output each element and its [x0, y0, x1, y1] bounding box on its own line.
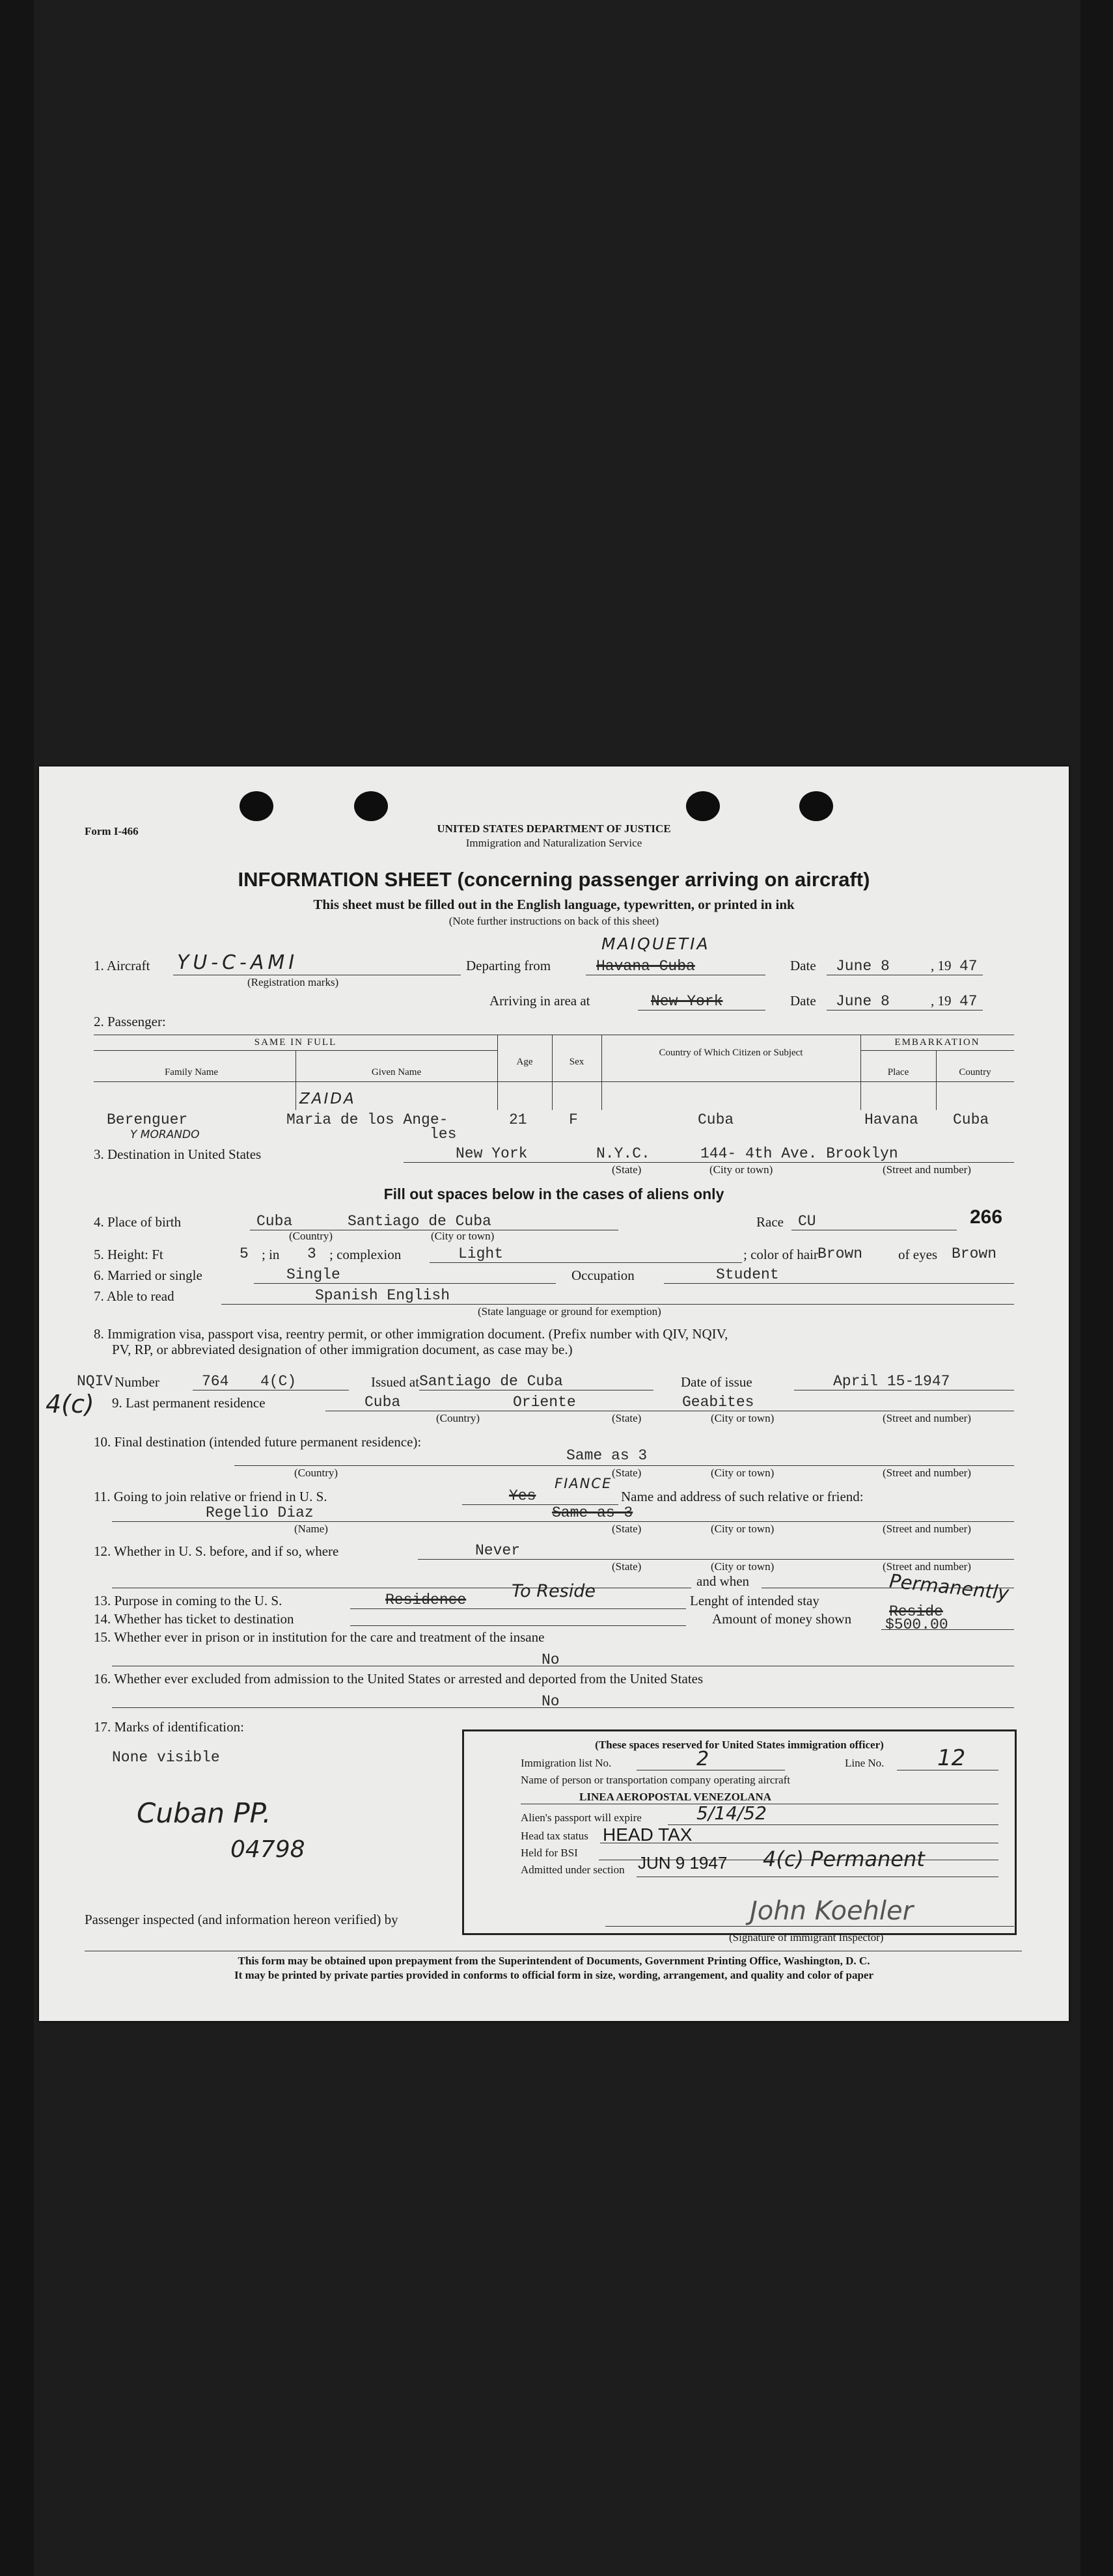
- line-value: 12: [937, 1745, 966, 1771]
- admitted-label: Admitted under section: [521, 1864, 625, 1876]
- departure-year: 47: [959, 958, 978, 975]
- punch-hole: [686, 791, 720, 821]
- passport-label: Alien's passport will expire: [521, 1811, 642, 1824]
- before-street-sub: (Street and number): [883, 1560, 971, 1573]
- footer-line-2: It may be printed by private parties provided in conforms to official form in size, wording, arrangement, and quality and color of paper: [234, 1969, 874, 1981]
- year2-prefix: , 19: [931, 993, 952, 1009]
- before-city-sub: (City or town): [711, 1560, 775, 1573]
- line-label: Line No.: [845, 1757, 885, 1769]
- stay-hand: Permanently: [888, 1569, 1010, 1605]
- visa-text-2: PV, RP, or abbreviated designation of other immigration document, as case may be.): [112, 1342, 573, 1357]
- departing-struck: Havana Cuba: [596, 958, 695, 975]
- given-name-hand: ZAIDA: [299, 1091, 356, 1107]
- money-label: Amount of money shown: [712, 1611, 852, 1627]
- excluded-value: No: [542, 1693, 560, 1710]
- information-sheet: [39, 766, 1069, 2021]
- form-note: (Note further instructions on back of this sheet): [448, 915, 659, 927]
- hair-label: ; color of hair: [743, 1247, 818, 1262]
- list-value: 2: [696, 1748, 709, 1770]
- departing-label: Departing from: [466, 958, 551, 973]
- eyes-value: Brown: [952, 1245, 997, 1262]
- read-label: 7. Able to read: [94, 1288, 174, 1304]
- aliens-heading: Fill out spaces below in the cases of aliens only: [383, 1186, 724, 1202]
- operator-value: LINEA AEROPOSTAL VENEZOLANA: [579, 1791, 772, 1803]
- destination-state-sub: (State): [612, 1163, 642, 1176]
- form-number: Form I-466: [85, 825, 139, 837]
- country-header: Country of Which Citizen or Subject: [659, 1048, 803, 1058]
- stay-label: Lenght of intended stay: [690, 1593, 819, 1608]
- before-when-label: and when: [696, 1573, 750, 1589]
- hair-value: Brown: [818, 1245, 863, 1262]
- arrival-year: 47: [959, 993, 978, 1010]
- destination-street: 144- 4th Ave. Brooklyn: [700, 1145, 898, 1162]
- marks-hand-1: Cuban PP.: [137, 1797, 271, 1829]
- destination-city: New York: [456, 1145, 528, 1162]
- departing-hand: MAIQUETIA: [601, 934, 710, 953]
- punch-hole: [354, 791, 388, 821]
- destination-city-sub: (City or town): [709, 1163, 773, 1176]
- issued-label: Issued at: [371, 1374, 420, 1390]
- aircraft-sub: (Registration marks): [247, 976, 339, 988]
- marks-hand-2: 04798: [230, 1836, 305, 1863]
- before-state-sub: (State): [612, 1560, 642, 1573]
- joining-state-sub: (State): [612, 1523, 642, 1535]
- family-name-hand: Y MORANDO: [130, 1128, 200, 1141]
- complexion-value: Light: [458, 1245, 504, 1262]
- admitted-date: JUN 9 1947: [638, 1853, 728, 1873]
- birth-country-sub: (Country): [289, 1230, 333, 1242]
- passport-value: 5/14/52: [696, 1802, 767, 1824]
- headtax-value: HEAD TAX: [603, 1824, 693, 1845]
- marital-label: 6. Married or single: [94, 1268, 202, 1283]
- occupation-label: Occupation: [571, 1268, 635, 1283]
- age-header: Age: [516, 1057, 533, 1067]
- residence-state: Oriente: [513, 1394, 576, 1411]
- joining-value: Yes: [509, 1487, 536, 1504]
- before-label: 12. Whether in U. S. before, and if so, where: [94, 1543, 339, 1559]
- read-value: Spanish English: [315, 1287, 450, 1304]
- complexion-label: ; complexion: [329, 1247, 402, 1262]
- money-value: $500.00: [885, 1616, 948, 1633]
- family-name: Berenguer: [107, 1111, 188, 1128]
- height-in: 3: [307, 1245, 316, 1262]
- issued-at: Santiago de Cuba: [419, 1373, 563, 1390]
- race-value: CU: [798, 1213, 816, 1230]
- before-value: Never: [475, 1542, 521, 1559]
- joining-name-sub: (Name): [294, 1523, 328, 1535]
- embarkation-country: Cuba: [953, 1111, 989, 1128]
- birth-city: Santiago de Cuba: [348, 1213, 491, 1230]
- country2-header: Country: [959, 1067, 991, 1078]
- form-instruction: This sheet must be filled out in the English language, typewritten, or printed in ink: [313, 897, 795, 912]
- list-label: Immigration list No.: [521, 1757, 612, 1769]
- height-in-label: ; in: [262, 1247, 280, 1262]
- purpose-value: Residence: [385, 1592, 467, 1608]
- marks-label: 17. Marks of identification:: [94, 1719, 244, 1735]
- agency: UNITED STATES DEPARTMENT OF JUSTICE: [437, 822, 671, 835]
- sex-header: Sex: [569, 1057, 584, 1067]
- aircraft-registration: YU-C-AMI: [177, 951, 299, 974]
- arrival-date: June 8: [836, 993, 890, 1010]
- issue-date: April 15-1947: [833, 1373, 950, 1390]
- date2-label: Date: [790, 993, 816, 1009]
- visa-prefix: NQIV: [77, 1373, 113, 1390]
- joining-label: 11. Going to join relative or friend in U. S.: [94, 1489, 327, 1504]
- embarkation-header: EMBARKATION: [894, 1037, 980, 1048]
- visa-number-label: Number: [115, 1374, 159, 1390]
- eyes-label: of eyes: [898, 1247, 938, 1262]
- final-dest-street-sub: (Street and number): [883, 1467, 971, 1479]
- marks-value: None visible: [112, 1749, 220, 1766]
- residence-country: Cuba: [364, 1394, 401, 1411]
- final-dest-country-sub: (Country): [294, 1467, 338, 1479]
- relative-name: Regelio Diaz: [206, 1504, 314, 1521]
- embarkation-place: Havana: [864, 1111, 918, 1128]
- given-name-2: les: [430, 1126, 457, 1143]
- birth-country: Cuba: [256, 1213, 293, 1230]
- visa-class: 4(C): [260, 1373, 297, 1390]
- residence-country-sub: (Country): [436, 1412, 480, 1424]
- date-label: Date: [790, 958, 816, 973]
- prison-value: No: [542, 1651, 560, 1668]
- residence-city: Geabites: [682, 1394, 754, 1411]
- ticket-label: 14. Whether has ticket to destination: [94, 1611, 294, 1627]
- joining-hand: FIANCE: [555, 1476, 612, 1491]
- final-dest-state-sub: (State): [612, 1467, 642, 1479]
- residence-state-sub: (State): [612, 1412, 642, 1424]
- punch-hole: [799, 791, 833, 821]
- purpose-label: 13. Purpose in coming to the U. S.: [94, 1593, 282, 1608]
- given-name: Maria de los Ange-: [286, 1111, 448, 1128]
- year-prefix: , 19: [931, 958, 952, 973]
- residence-street-sub: (Street and number): [883, 1412, 971, 1424]
- relative-address: Same as 3: [552, 1504, 633, 1521]
- passenger-sex: F: [569, 1111, 578, 1128]
- final-dest-city-sub: (City or town): [711, 1467, 775, 1479]
- destination-state: N.Y.C.: [596, 1145, 650, 1162]
- headtax-label: Head tax status: [521, 1830, 588, 1842]
- visa-text-1: 8. Immigration visa, passport visa, reentry permit, or other immigration document. (Prefix number with QIV, NQIV,: [94, 1326, 728, 1342]
- marital-value: Single: [286, 1266, 340, 1283]
- official-header: (These spaces reserved for United States immigration officer): [595, 1739, 884, 1751]
- same-in-full: SAME IN FULL: [254, 1037, 337, 1048]
- passenger-label: 2. Passenger:: [94, 1014, 166, 1029]
- occupation-value: Student: [716, 1266, 779, 1283]
- passenger-citizen: Cuba: [698, 1111, 734, 1128]
- arriving-value: New York: [651, 993, 723, 1010]
- birth-city-sub: (City or town): [431, 1230, 495, 1242]
- passenger-age: 21: [509, 1111, 527, 1128]
- height-ft: 5: [240, 1245, 249, 1262]
- residence-label: 9. Last permanent residence: [112, 1395, 266, 1411]
- final-dest-value: Same as 3: [566, 1447, 648, 1464]
- place-header: Place: [887, 1067, 909, 1078]
- given-name-header: Given Name: [371, 1067, 422, 1078]
- issue-date-label: Date of issue: [681, 1374, 752, 1390]
- final-dest-label: 10. Final destination (intended future permanent residence):: [94, 1434, 422, 1450]
- race-label: Race: [756, 1214, 784, 1230]
- service: Immigration and Naturalization Service: [465, 837, 642, 849]
- inspected-sub: (Signature of immigrant Inspector): [729, 1931, 884, 1944]
- visa-number: 764: [202, 1373, 229, 1390]
- joining-city-sub: (City or town): [711, 1523, 775, 1535]
- operator-label: Name of person or transportation company operating aircraft: [521, 1774, 790, 1786]
- bsi-label: Held for BSI: [521, 1847, 578, 1859]
- departure-date: June 8: [836, 958, 890, 975]
- aircraft-label: 1. Aircraft: [94, 958, 150, 973]
- joining-name-label: Name and address of such relative or friend:: [621, 1489, 864, 1504]
- joining-street-sub: (Street and number): [883, 1523, 971, 1535]
- form-title: INFORMATION SHEET (concerning passenger arriving on aircraft): [238, 868, 870, 891]
- height-label: 5. Height: Ft: [94, 1247, 163, 1262]
- purpose-hand: To Reside: [512, 1581, 596, 1601]
- destination-label: 3. Destination in United States: [94, 1146, 262, 1162]
- family-name-header: Family Name: [164, 1067, 219, 1078]
- inspected-label: Passenger inspected (and information hereon verified) by: [85, 1912, 398, 1927]
- footer-line-1: This form may be obtained upon prepayment from the Superintendent of Documents, Government Printing Office, Washington, D. C.: [238, 1955, 870, 1967]
- prison-label: 15. Whether ever in prison or in institution for the care and treatment of the insane: [94, 1629, 545, 1645]
- read-sub: (State language or ground for exemption): [478, 1305, 661, 1318]
- admitted-hand: 4(c) Permanent: [763, 1847, 925, 1871]
- margin-note: 4(c): [46, 1390, 94, 1418]
- excluded-label: 16. Whether ever excluded from admission to the United States or arrested and deported from the United States: [94, 1671, 704, 1687]
- residence-city-sub: (City or town): [711, 1412, 775, 1424]
- stamp-number: 266: [970, 1206, 1003, 1228]
- destination-street-sub: (Street and number): [883, 1163, 971, 1176]
- punch-hole: [240, 791, 273, 821]
- inspector-signature: John Koehler: [750, 1896, 914, 1926]
- birth-label: 4. Place of birth: [94, 1214, 182, 1230]
- stay-value: Reside: [889, 1603, 943, 1620]
- arriving-label: Arriving in area at: [489, 993, 590, 1009]
